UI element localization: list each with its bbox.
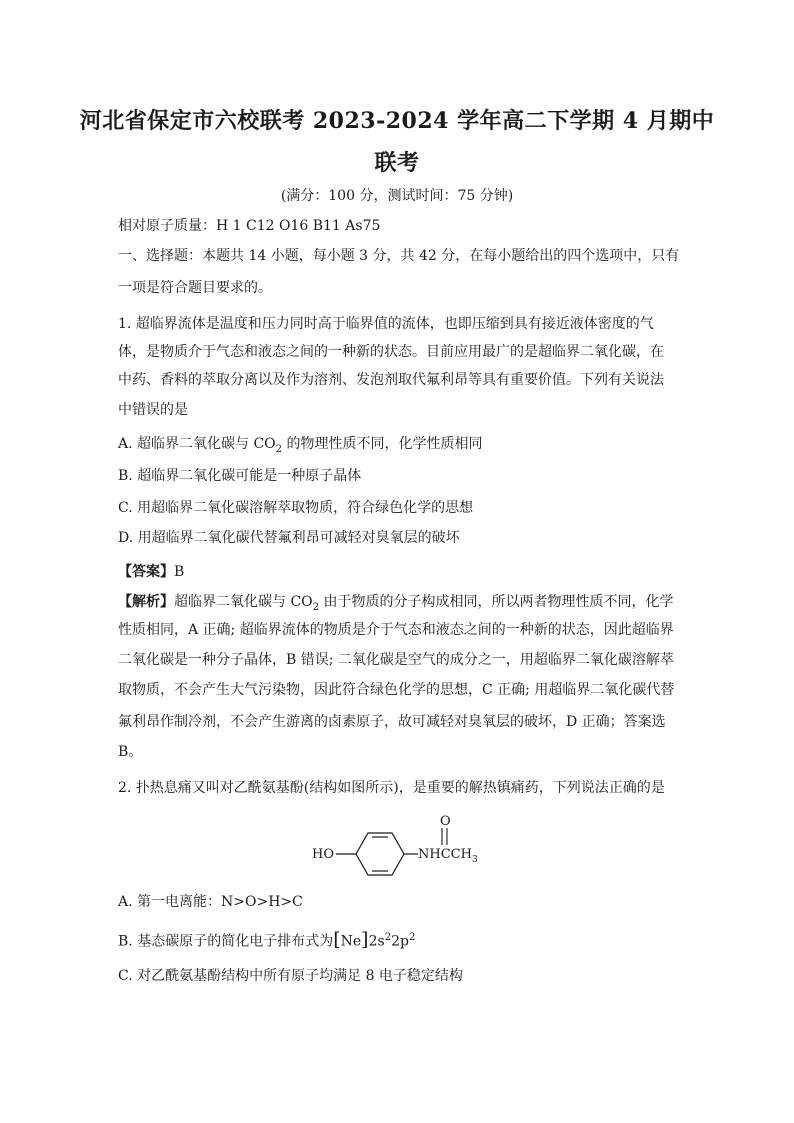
q1-option-a [118,434,678,460]
q1-analysis-line-1 [118,592,678,618]
structure-amide-text: NHCCH [418,847,472,862]
exam-info: (满分：100 分，测试时间：75 分钟) [280,188,514,204]
q1-analysis-line-5: 氟利昂作制冷剂，不会产生游离的卤素原子，故可减轻对臭氧层的破坏，D 正确；答案选 [118,714,666,730]
q2-option-b-2s: 2s [368,933,385,950]
q2-option-b-core: Ne [340,933,362,950]
q1-analysis-subscript: 2 [312,601,320,613]
q1-option-a-subscript: 2 [275,443,283,455]
q1-analysis-line-3: 二氧化碳是一种分子晶体，B 错误; 二氧化碳是空气的成分之一，用超临界二氧化碳溶解萃 [118,652,674,668]
acetaminophen-structure [310,812,490,882]
q1-option-a-suffix: 的物理性质不同，化学性质相同 [282,436,483,452]
q1-analysis-line-6: B。 [118,744,143,760]
q2-stem: 2. 扑热息痛又叫对乙酰氨基酚(结构如图所示)，是重要的解热镇痛药，下列说法正确的是 [118,780,665,796]
q1-analysis-line-4: 取物质，不会产生大气污染物，因此符合绿色化学的思想，C 正确; 用超临界二氧化碳代替 [118,682,675,698]
structure-ch3-subscript: 3 [471,855,478,865]
q2-option-b-2p-sup: 2 [408,932,416,943]
q1-answer-label: 【答案】 [118,564,174,580]
document-title-line-1: 河北省保定市六校联考 2023-2024 学年高二下学期 4 月期中 [79,108,715,134]
q1-stem-line-4: 中错误的是 [118,402,188,418]
q1-option-a-prefix: A. 超临界二氧化碳与 CO [118,436,276,452]
structure-ho-label: HO [312,847,334,862]
q1-stem-line-2: 体，是物质介于气态和液态之间的一种新的状态。目前应用最广的是超临界二氧化碳，在 [118,344,664,360]
q1-analysis-line-2: 性质相同，A 正确; 超临界流体的物质是介于气态和液态之间的一种新的状态，因此超临界 [118,622,674,638]
q1-option-d: D. 用超临界二氧化碳代替氟利昂可减轻对臭氧层的破坏 [118,530,460,546]
q2-option-c: C. 对乙酰氨基酚结构中所有原子均满足 8 电子稳定结构 [118,968,463,984]
q1-answer [118,562,678,582]
section-intro-line-1: 一、选择题：本题共 14 小题，每小题 3 分，共 42 分，在每小题给出的四个选项中，只有 [118,248,680,264]
q1-analysis-text-a: 超临界二氧化碳与 CO [174,594,313,610]
q1-option-b: B. 超临界二氧化碳可能是一种原子晶体 [118,468,362,484]
q2-option-b-2p: 2p [391,933,409,950]
q1-stem-line-3: 中药、香料的萃取分离以及作为溶剂、发泡剂取代氟利昂等具有重要价值。下列有关说法 [118,372,664,388]
document-title-line-2: 联考 [374,150,420,176]
q1-stem-line-1: 1. 超临界流体是温度和压力同时高于临界值的流体，也即压缩到具有接近液体密度的气 [118,316,654,332]
q2-option-b: B. 基态碳原子的简化电子排布式为$[Ne]2s^22p^2$ [118,928,416,951]
structure-amide-label [418,847,478,865]
q1-analysis-label: 【解析】 [118,594,174,610]
structure-carbonyl-o: O [440,814,451,829]
structure-benzene-ring [356,833,404,875]
q2-option-b-prefix: B. 基态碳原子的简化电子排布式为 [118,933,334,950]
section-intro-line-2: 一项是符合题目要求的。 [118,280,272,296]
q1-analysis-text-b: 由于物质的分子构成相同，所以两者物理性质不同，化学 [319,594,674,610]
q1-answer-value: B [174,564,185,580]
q1-option-c: C. 用超临界二氧化碳溶解萃取物质，符合绿色化学的思想 [118,500,474,516]
q2-option-b-2s-sup: 2 [384,932,392,943]
q2-option-a: A. 第一电离能：N>O>H>C [118,894,303,910]
atomic-masses: 相对原子质量：H 1 C12 O16 B11 As75 [118,218,381,234]
